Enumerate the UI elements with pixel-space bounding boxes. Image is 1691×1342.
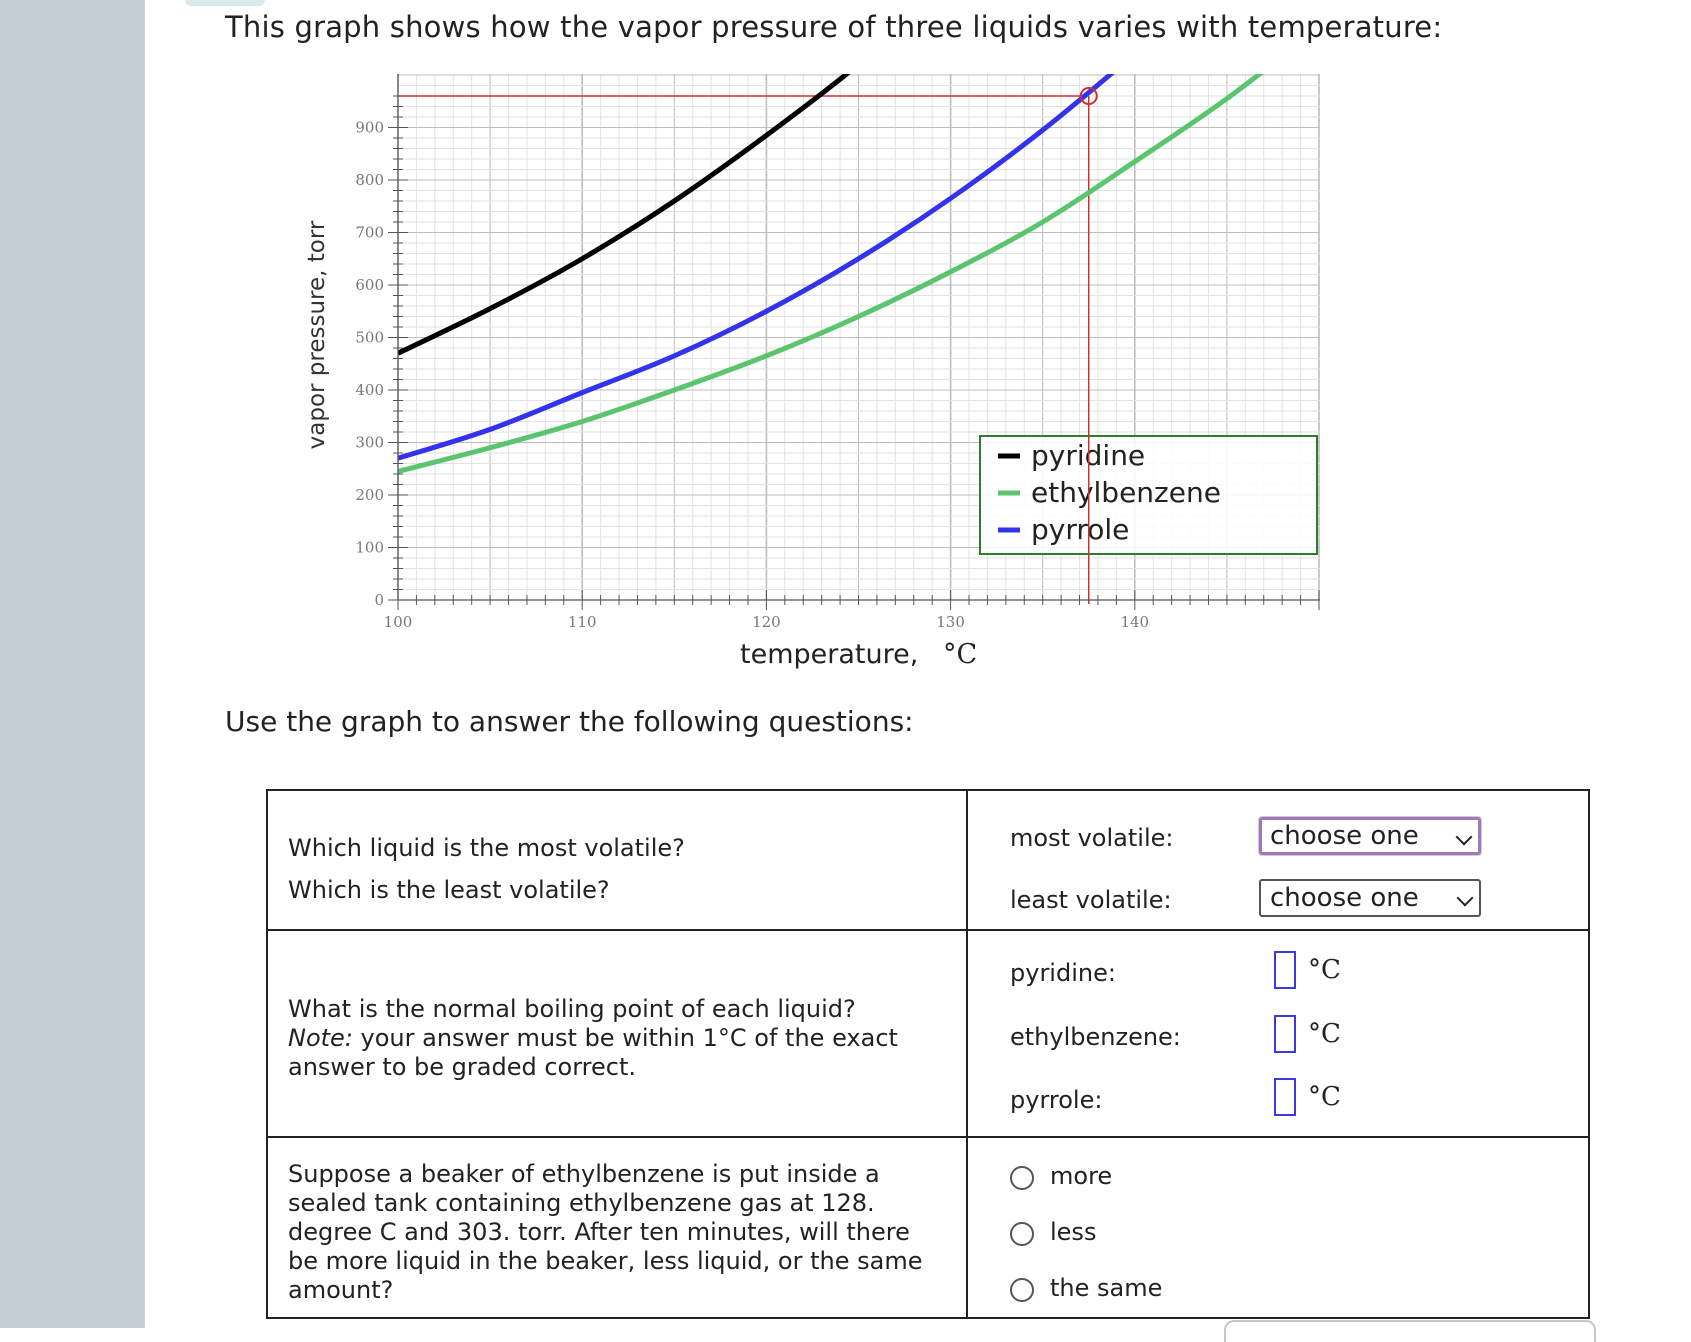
question-most-volatile: Which liquid is the most volatile? — [288, 834, 685, 862]
y-tick-label: 400 — [355, 381, 384, 399]
x-tick-label: 120 — [752, 613, 781, 631]
question-note-line — [288, 1024, 898, 1053]
question-boiling-point — [288, 995, 898, 1082]
radio-more[interactable] — [1010, 1166, 1034, 1190]
question-line: answer to be graded correct. — [288, 1053, 636, 1081]
x-tick-label: 100 — [383, 613, 413, 631]
questions-heading: Use the graph to answer the following questions: — [225, 705, 914, 738]
question-cell — [268, 931, 968, 1136]
question-line: amount? — [288, 1276, 394, 1304]
radio-less-label[interactable]: less — [1050, 1218, 1097, 1246]
question-cell — [268, 1138, 968, 1319]
chevron-down-icon — [1456, 829, 1473, 846]
note-label: Note: — [288, 1024, 353, 1052]
least-volatile-select[interactable] — [1259, 879, 1481, 917]
series-line-pyridine — [398, 60, 1043, 353]
unit-label: °C — [1308, 1082, 1341, 1112]
y-tick-label: 100 — [355, 538, 384, 557]
x-tick-label: 130 — [936, 613, 965, 631]
y-tick-label: 600 — [355, 276, 384, 294]
question-row-equilibrium — [268, 1138, 1588, 1319]
y-tick-label: 700 — [355, 223, 384, 242]
ethylbenzene-label: ethylbenzene: — [1010, 1023, 1181, 1051]
y-tick-label: 300 — [355, 433, 384, 452]
y-tick-label: 200 — [355, 486, 384, 504]
x-tick-label: 140 — [1120, 613, 1150, 631]
question-row-boiling-points — [268, 931, 1588, 1138]
radio-more-label[interactable]: more — [1050, 1162, 1113, 1190]
y-axis-label: vapor pressure, torr — [304, 220, 330, 450]
most-volatile-select[interactable] — [1259, 817, 1481, 855]
radio-same[interactable] — [1010, 1278, 1034, 1302]
legend-label-pyrrole: pyrrole — [1031, 513, 1130, 546]
most-volatile-label: most volatile: — [1010, 824, 1174, 852]
y-tick-label: 500 — [355, 328, 384, 347]
y-tick-label: 0 — [374, 591, 384, 609]
pyridine-boiling-point-input[interactable] — [1274, 951, 1296, 989]
question-table — [266, 789, 1590, 1319]
chart-legend — [980, 436, 1317, 554]
top-tab-fragment — [185, 0, 265, 6]
unit-label: °C — [1308, 1019, 1341, 1049]
legend-label-pyridine: pyridine — [1031, 439, 1146, 472]
unit-label: °C — [1308, 955, 1341, 985]
least-volatile-select-value: choose one — [1270, 883, 1419, 913]
question-line: What is the normal boiling point of each liquid? — [288, 995, 856, 1023]
y-tick-label: 900 — [355, 118, 384, 137]
pyrrole-boiling-point-input[interactable] — [1274, 1078, 1296, 1116]
question-row-volatility — [268, 791, 1588, 931]
question-cell — [268, 791, 968, 929]
bottom-button-fragment[interactable] — [1224, 1320, 1596, 1342]
left-sidebar — [0, 0, 145, 1328]
least-volatile-label: least volatile: — [1010, 886, 1172, 914]
pyrrole-label: pyrrole: — [1010, 1086, 1103, 1114]
most-volatile-select-value: choose one — [1270, 821, 1419, 851]
intro-text: This graph shows how the vapor pressure of three liquids varies with temperature: — [225, 10, 1443, 44]
pyridine-label: pyridine: — [1010, 959, 1116, 987]
y-tick-label: 800 — [355, 171, 384, 189]
ethylbenzene-boiling-point-input[interactable] — [1274, 1015, 1296, 1053]
x-tick-label: 110 — [567, 613, 597, 631]
radio-less[interactable] — [1010, 1222, 1034, 1246]
legend-label-ethylbenzene: ethylbenzene — [1031, 476, 1221, 509]
question-line: degree C and 303. torr. After ten minutes, will there — [288, 1218, 910, 1246]
question-line: sealed tank containing ethylbenzene gas at 128. — [288, 1189, 875, 1217]
radio-same-label[interactable]: the same — [1050, 1274, 1163, 1302]
vapor-pressure-chart — [290, 60, 1340, 680]
note-text: your answer must be within 1°C of the exact — [352, 1024, 898, 1052]
question-beaker — [288, 1160, 922, 1305]
question-least-volatile: Which is the least volatile? — [288, 876, 610, 904]
question-line: Suppose a beaker of ethylbenzene is put inside a — [288, 1160, 880, 1188]
x-axis-label: temperature, — [740, 639, 919, 670]
chevron-down-icon — [1457, 890, 1474, 907]
x-axis-unit: °C — [943, 639, 978, 670]
question-line: be more liquid in the beaker, less liquid, or the same — [288, 1247, 923, 1275]
